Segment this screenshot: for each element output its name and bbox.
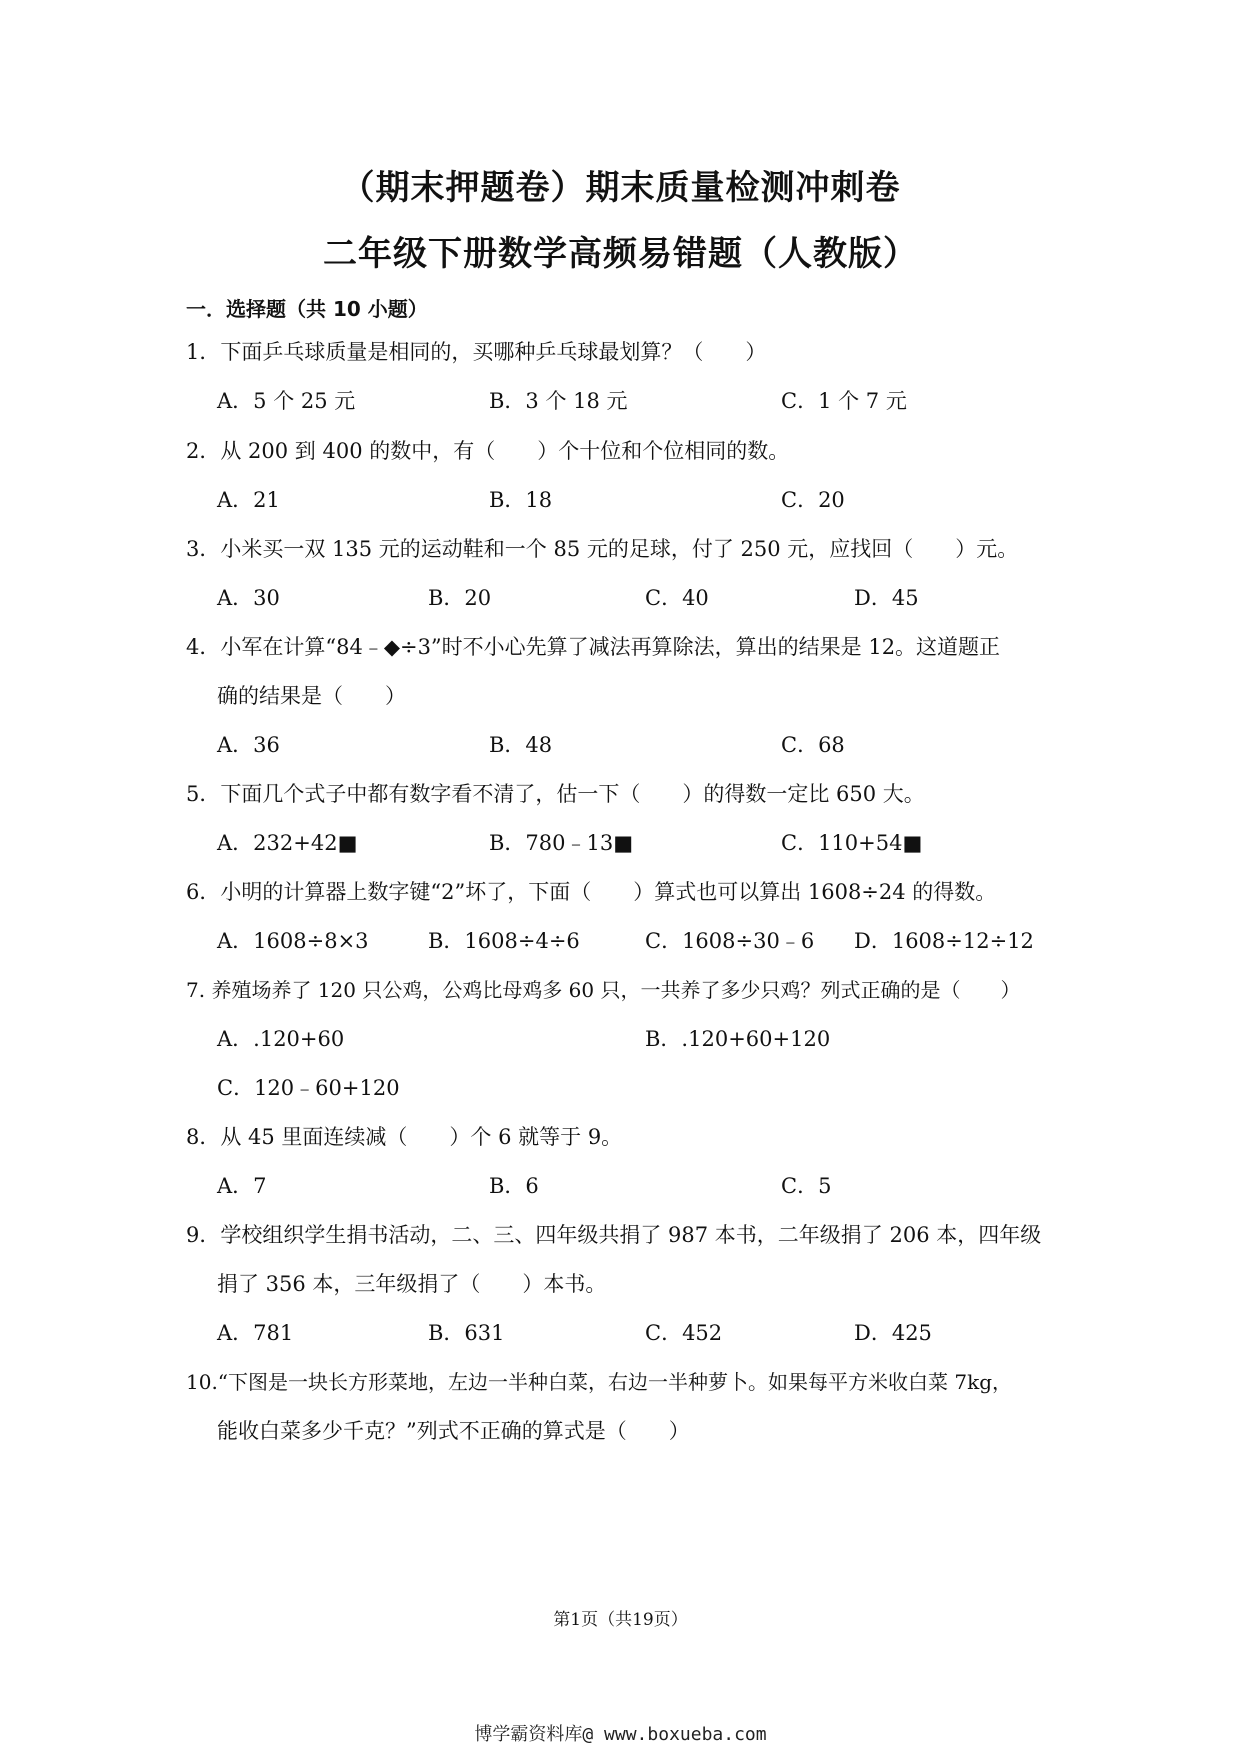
question-4-option-c: C．68 xyxy=(781,733,845,757)
question-5-option-c: C．110+54■ xyxy=(781,831,923,855)
question-1-option-c: C．1 个 7 元 xyxy=(781,389,907,413)
question-1-text: 1．下面乒乓球质量是相同的，买哪种乒乓球最划算？（ ） xyxy=(186,340,767,364)
question-2-option-c: C．20 xyxy=(781,488,845,512)
question-7-option-a: A．.120+60 xyxy=(217,1027,345,1051)
question-6-option-d: D．1608÷12÷12 xyxy=(854,929,1034,953)
question-3-option-c: C．40 xyxy=(645,586,709,610)
question-4-option-a: A．36 xyxy=(217,733,280,757)
question-9-option-c: C．452 xyxy=(645,1321,723,1345)
question-8-option-c: C．5 xyxy=(781,1174,832,1198)
question-1-option-b: B．3 个 18 元 xyxy=(489,389,628,413)
question-8-option-a: A．7 xyxy=(217,1174,267,1198)
question-9-option-a: A．781 xyxy=(217,1321,294,1345)
question-8-text: 8．从 45 里面连续减（ ）个 6 就等于 9。 xyxy=(186,1125,623,1149)
page-number: 第1页（共19页） xyxy=(553,1610,688,1630)
question-2-text: 2．从 200 到 400 的数中，有（ ）个十位和个位相同的数。 xyxy=(186,439,790,463)
question-6-text: 6．小明的计算器上数字键“2”坏了，下面（ ）算式也可以算出 1608÷24 的得数。 xyxy=(186,880,997,904)
watermark: 博学霸资料库@ www.boxueba.com xyxy=(474,1724,767,1745)
question-8-option-b: B．6 xyxy=(489,1174,539,1198)
question-5-option-a: A．232+42■ xyxy=(217,831,358,855)
question-7-option-b: B．.120+60+120 xyxy=(645,1027,831,1051)
question-9-option-b: B．631 xyxy=(428,1321,505,1345)
question-10-text: 10.“下图是一块长方形菜地，左边一半种白菜，右边一半种萝卜。如果每平方米收白菜 7kg， xyxy=(186,1370,1013,1394)
question-3-option-b: B．20 xyxy=(428,586,492,610)
question-3-option-d: D．45 xyxy=(854,586,919,610)
question-1-option-a: A．5 个 25 元 xyxy=(217,389,356,413)
question-3-option-a: A．30 xyxy=(217,586,280,610)
question-9-text: 9．学校组织学生捐书活动，二、三、四年级共捐了 987 本书，二年级捐了 206 本，四年级 xyxy=(186,1223,1042,1247)
question-7-text: 7. 养殖场养了 120 只公鸡，公鸡比母鸡多 60 只，一共养了多少只鸡？列式正确的是（ ） xyxy=(186,978,1021,1002)
question-6-option-a: A．1608÷8×3 xyxy=(217,929,369,953)
question-2-option-a: A．21 xyxy=(217,488,280,512)
question-9-option-d: D．425 xyxy=(854,1321,932,1345)
question-4-option-b: B．48 xyxy=(489,733,553,757)
document-title: （期末押题卷）期末质量检测冲刺卷 xyxy=(340,168,901,208)
question-7-option-c: C．120﹣60+120 xyxy=(217,1076,400,1100)
question-4-text: 4．小军在计算“84﹣◆÷3”时不小心先算了减法再算除法，算出的结果是 12。这道题正 xyxy=(186,635,1001,659)
question-10-text-cont: 能收白菜多少千克？”列式不正确的算式是（ ） xyxy=(217,1419,690,1443)
question-6-option-b: B．1608÷4÷6 xyxy=(428,929,580,953)
question-9-text-cont: 捐了 356 本，三年级捐了（ ）本书。 xyxy=(217,1272,607,1296)
question-6-option-c: C．1608÷30﹣6 xyxy=(645,929,815,953)
question-5-text: 5．下面几个式子中都有数字看不清了，估一下（ ）的得数一定比 650 大。 xyxy=(186,782,925,806)
question-3-text: 3．小米买一双 135 元的运动鞋和一个 85 元的足球，付了 250 元，应找回（ ）元。 xyxy=(186,537,1019,561)
question-2-option-b: B．18 xyxy=(489,488,553,512)
question-5-option-b: B．780﹣13■ xyxy=(489,831,634,855)
question-4-text-cont: 确的结果是（ ） xyxy=(217,684,406,708)
section-heading: 一．选择题（共 10 小题） xyxy=(186,297,428,321)
document-subtitle: 二年级下册数学高频易错题（人教版） xyxy=(323,234,918,274)
